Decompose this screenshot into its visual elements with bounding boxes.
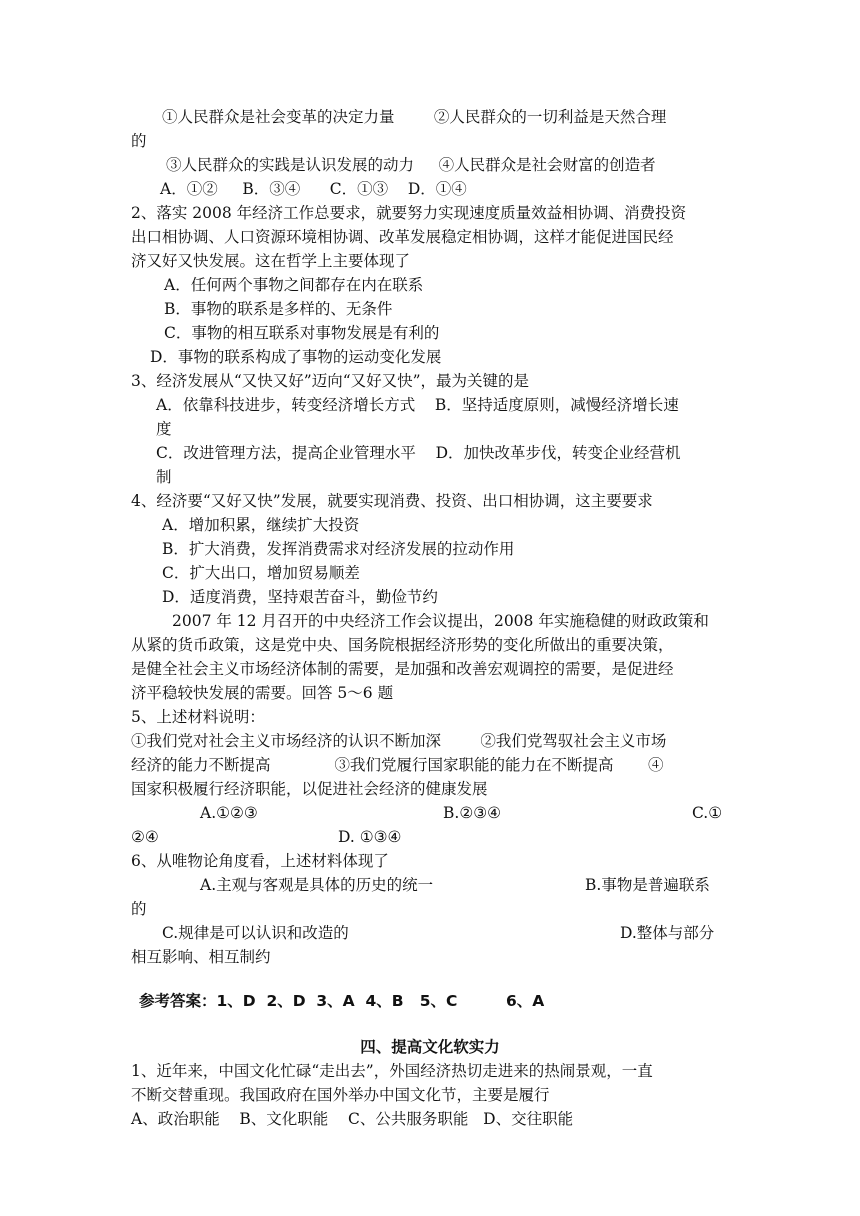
q3-options-cd-wrap: 制 [156,468,172,486]
q5-option-d: D. ①③④ [338,828,402,846]
q1-options-line-1: ①人民群众是社会变革的决定力量 ②人民群众的一切利益是天然合理 [162,108,667,126]
q5-option-a: A.①②③ [200,804,258,822]
culture-q1-stem-line-1: 1、近年来，中国文化忙碌“走出去”，外国经济热切走进来的热闹景观，一直 [131,1062,653,1080]
q5-items-line-1: ①我们党对社会主义市场经济的认识不断加深 ②我们党驾驭社会主义市场 [131,732,667,750]
q3-options-cd: C．改进管理方法，提高企业管理水平 D．加快改革步伐，转变企业经营机 [156,444,681,462]
section-title: 四、提高文化软实力 [360,1038,500,1056]
q5-items-line-2: 经济的能力不断提高 ③我们党履行国家职能的能力在不断提高 ④ [131,756,664,774]
q4-option-d: D．适度消费，坚持艰苦奋斗，勤俭节约 [162,588,438,606]
q2-stem-line-3: 济又好又快发展。这在哲学上主要体现了 [131,252,411,270]
q1-answer-choices: A．①② B．③④ C．①③ D．①④ [160,180,467,198]
q6-option-a: A.主观与客观是具体的历史的统一 [200,876,434,894]
q4-option-a: A．增加积累，继续扩大投资 [162,516,360,534]
q6-option-b-wrap: 的 [131,900,147,918]
q6-option-d-wrap: 相互影响、相互制约 [131,948,271,966]
q2-option-b: B．事物的联系是多样的、无条件 [164,300,393,318]
q5-option-c: C.① [692,804,723,822]
q3-options-ab-wrap: 度 [156,420,172,438]
material-line-2: 从紧的货币政策，这是党中央、国务院根据经济形势的变化所做出的重要决策， [131,636,674,654]
material-line-3: 是健全社会主义市场经济体制的需要，是加强和改善宏观调控的需要，是促进经 [131,660,674,678]
q2-stem-line-1: 2、落实 2008 年经济工作总要求，就要努力实现速度质量效益相协调、消费投资 [131,204,687,222]
q2-option-d: D．事物的联系构成了事物的运动变化发展 [150,348,442,366]
q4-stem: 4、经济要“又好又快”发展，就要实现消费、投资、出口相协调，这主要要求 [131,492,653,510]
culture-q1-options: A、政治职能 B、文化职能 C、公共服务职能 D、交往职能 [131,1110,574,1128]
q1-options-line-1-wrap: 的 [131,132,147,150]
q6-option-b: B.事物是普遍联系 [585,876,710,894]
q6-option-c: C.规律是可以认识和改造的 [162,924,349,942]
culture-q1-stem-line-2: 不断交替重现。我国政府在国外举办中国文化节，主要是履行 [131,1086,550,1104]
material-line-1: 2007 年 12 月召开的中央经济工作会议提出，2008 年实施稳健的财政政策和 [172,612,709,630]
q5-stem: 5、上述材料说明： [131,708,265,726]
q3-stem: 3、经济发展从“又快又好”迈向“又好又快”，最为关键的是 [131,372,530,390]
q5-option-b: B.②③④ [443,804,502,822]
q6-stem: 6、从唯物论角度看，上述材料体现了 [131,852,389,870]
q2-stem-line-2: 出口相协调、人口资源环境相协调、改革发展稳定相协调，这样才能促进国民经 [131,228,674,246]
q5-option-c-wrap: ②④ [131,828,159,846]
material-line-4: 济平稳较快发展的需要。回答 5～6 题 [131,684,394,702]
q2-option-a: A．任何两个事物之间都存在内在联系 [164,276,424,294]
answer-underline-mark [580,990,590,1014]
reference-answers: 参考答案：1、D 2、D 3、A 4、B 5、C 6、A [139,992,545,1010]
q1-options-line-2: ③人民群众的实践是认识发展的动力 ④人民群众是社会财富的创造者 [166,156,656,174]
q5-items-line-3: 国家积极履行经济职能，以促进社会经济的健康发展 [131,780,488,798]
q4-option-b: B．扩大消费，发挥消费需求对经济发展的拉动作用 [162,540,515,558]
q4-option-c: C．扩大出口，增加贸易顺差 [162,564,360,582]
q2-option-c: C．事物的相互联系对事物发展是有利的 [164,324,440,342]
q3-options-ab: A．依靠科技进步，转变经济增长方式 B．坚持适度原则，减慢经济增长速 [156,396,679,414]
q6-option-d: D.整体与部分 [620,924,715,942]
